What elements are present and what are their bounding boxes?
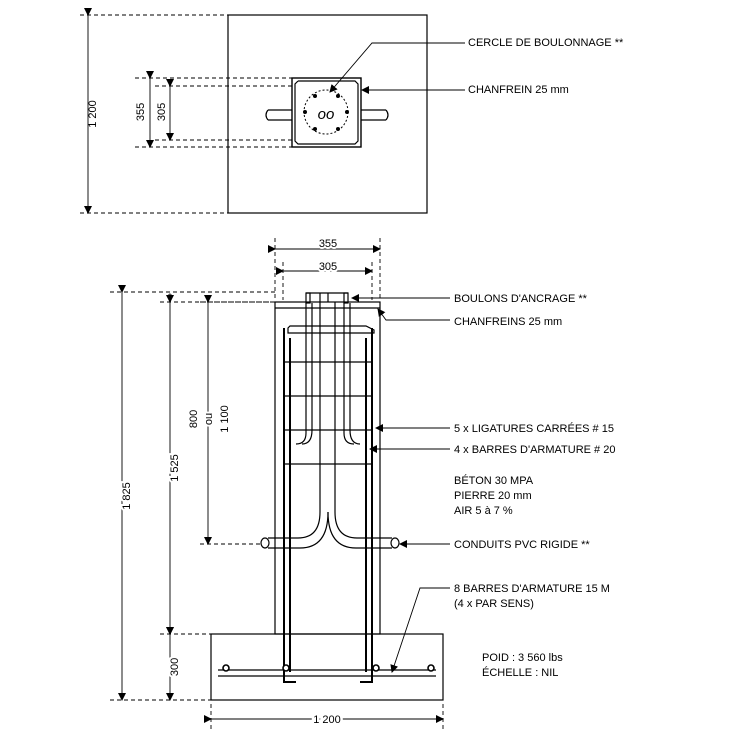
- callout-bolt-circle: CERCLE DE BOULONNAGE **: [468, 37, 624, 49]
- elevation-view: [110, 238, 615, 730]
- elev-column-height-dim: 1 525: [169, 454, 181, 482]
- callout-footing-bars-line1: 8 BARRES D'ARMATURE 15 M: [454, 583, 610, 595]
- elev-embed-ou: ou: [203, 412, 215, 426]
- note-scale: ÉCHELLE : NIL: [482, 667, 559, 679]
- callout-vertical-bars: 4 x BARRES D'ARMATURE # 20: [454, 444, 616, 456]
- plan-view: [80, 15, 624, 213]
- elev-embed-800: 800: [188, 409, 200, 429]
- plan-pipe-symbol: oo: [317, 106, 335, 123]
- callout-anchor-bolts: BOULONS D'ANCRAGE **: [454, 293, 587, 305]
- note-stone: PIERRE 20 mm: [454, 490, 532, 502]
- elev-footing-width-dim: 1 200: [313, 714, 341, 726]
- callout-footing-bars-line2: (4 x PAR SENS): [454, 598, 534, 610]
- plan-outer-dim: 355: [135, 102, 147, 122]
- plan-inner-dim: 305: [156, 102, 168, 122]
- callout-conduits: CONDUITS PVC RIGIDE **: [454, 539, 590, 551]
- footing-outline: [211, 634, 443, 700]
- callout-chamfers-elev: CHANFREINS 25 mm: [454, 316, 563, 328]
- reinforcement-cage: [218, 293, 436, 682]
- plan-width-dim: 1 200: [87, 100, 99, 128]
- note-air: AIR 5 à 7 %: [454, 505, 513, 517]
- callout-chamfer-plan: CHANFREIN 25 mm: [468, 84, 569, 96]
- elev-footing-height-dim: 300: [169, 657, 181, 677]
- elev-embed-1100: 1 100: [219, 405, 231, 433]
- elev-top-inner-dim: 305: [318, 261, 338, 273]
- elev-top-outer-dim: 355: [318, 238, 338, 250]
- elev-asterisk: *: [168, 292, 172, 303]
- elev-total-height-dim: 1 825: [121, 482, 133, 510]
- note-weight: POID : 3 560 lbs: [482, 652, 563, 664]
- note-concrete: BÉTON 30 MPA: [454, 475, 534, 487]
- callout-ties: 5 x LIGATURES CARRÉES # 15: [454, 423, 614, 435]
